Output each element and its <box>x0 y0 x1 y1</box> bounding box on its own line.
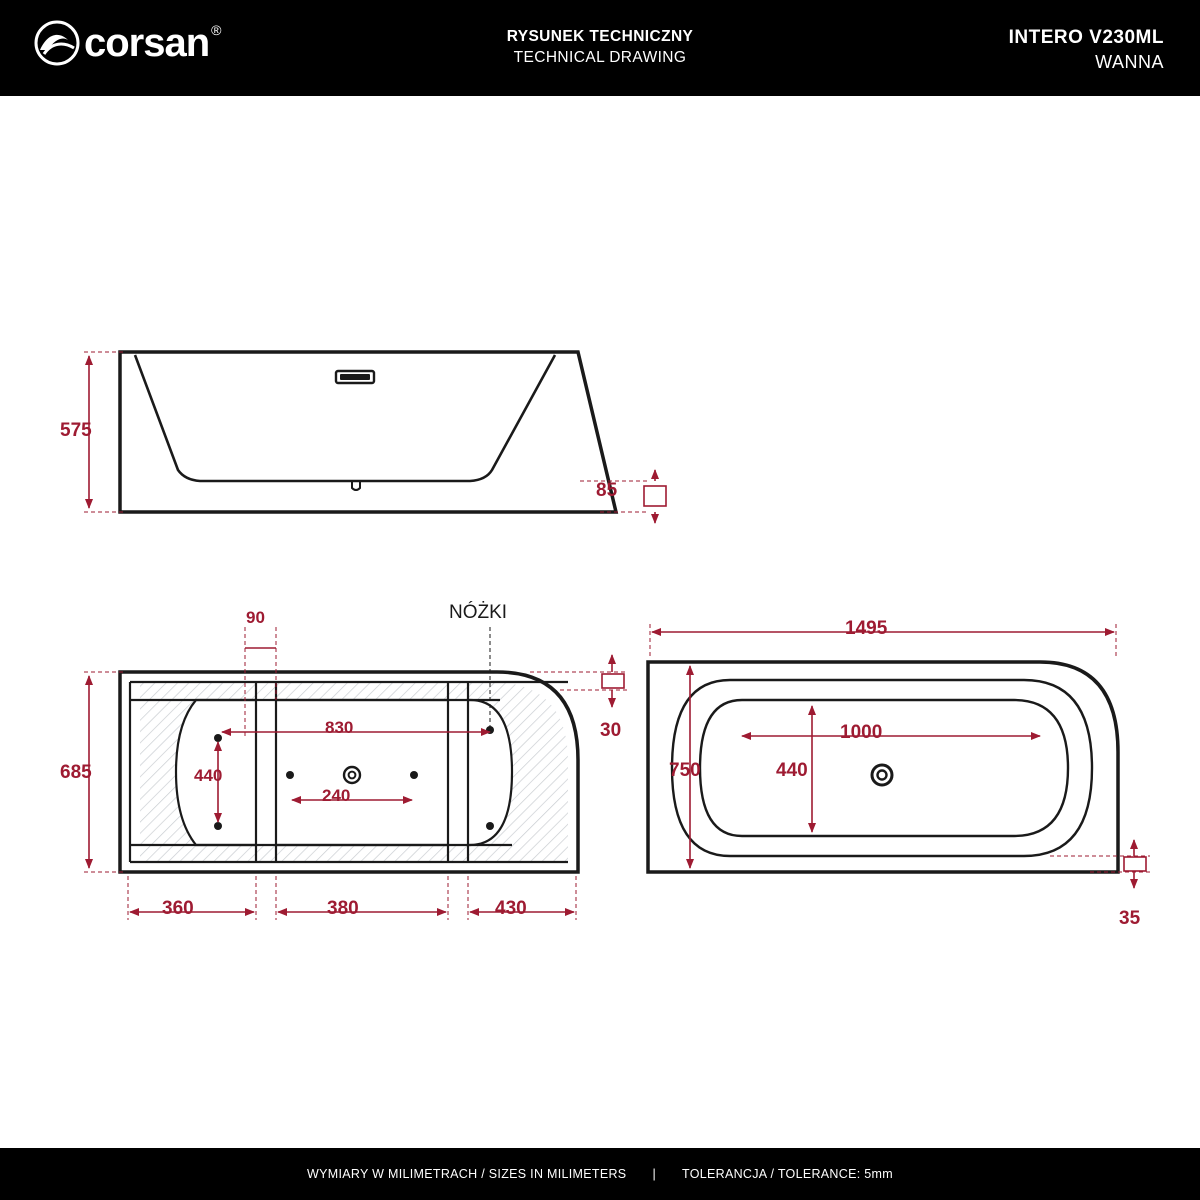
front-view <box>84 352 666 523</box>
dim-bottom-90: 90 <box>246 608 265 627</box>
bottom-view <box>84 627 628 920</box>
dim-top-1000: 1000 <box>840 722 883 743</box>
dim-bottom-240: 240 <box>322 786 351 805</box>
registered-mark: ® <box>211 22 222 38</box>
dim-bottom-380: 380 <box>327 898 359 919</box>
dim-top-440: 440 <box>776 760 808 781</box>
footer-tolerance: TOLERANCJA / TOLERANCE: 5mm <box>682 1167 893 1181</box>
brand-name: corsan <box>84 21 210 65</box>
dim-bottom-830: 830 <box>325 718 354 737</box>
dim-bottom-685: 685 <box>60 762 92 783</box>
dim-front-foot: 85 <box>596 480 618 501</box>
dim-bottom-30: 30 <box>600 720 622 741</box>
dim-top-1495: 1495 <box>845 618 888 639</box>
dim-front-height: 575 <box>60 420 92 441</box>
drawing-title-pl: RYSUNEK TECHNICZNY <box>506 28 694 45</box>
label-feet: NÓŻKI <box>449 602 508 623</box>
dim-bottom-360: 360 <box>162 898 194 919</box>
footer-bar <box>0 1148 1200 1200</box>
product-model: INTERO V230ML <box>1008 27 1164 48</box>
footer-separator: | <box>652 1167 657 1181</box>
product-type: WANNA <box>1095 52 1164 72</box>
dim-bottom-430: 430 <box>495 898 527 919</box>
drawing-title-en: TECHNICAL DRAWING <box>513 49 687 66</box>
footer-units: WYMIARY W MILIMETRACH / SIZES IN MILIMETERS <box>307 1167 627 1181</box>
top-view <box>648 624 1150 888</box>
dim-top-750: 750 <box>669 760 701 781</box>
dim-top-35: 35 <box>1119 908 1141 929</box>
dim-bottom-440: 440 <box>194 766 223 785</box>
